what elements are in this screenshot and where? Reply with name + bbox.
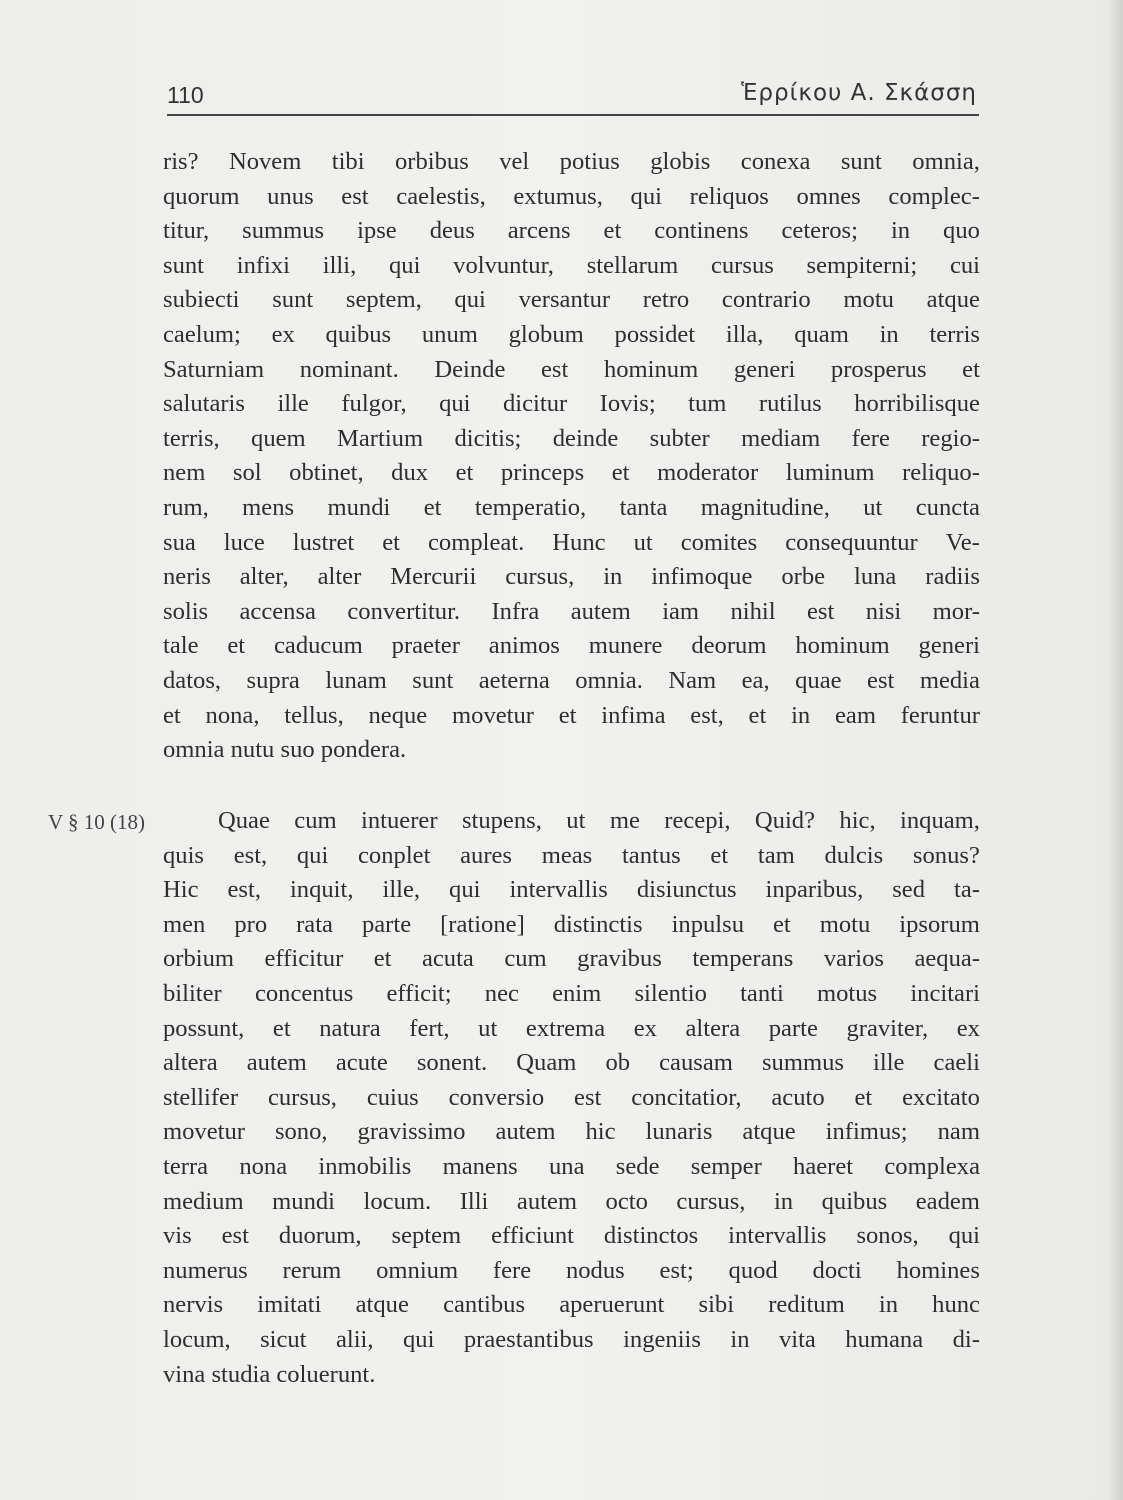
text-line: locum, sicut alii, qui praestantibus ingeniis in vita humana di- <box>163 1325 980 1353</box>
text-line: subiecti sunt septem, qui versantur retro contrario motu atque <box>163 286 980 314</box>
text-line: quorum unus est caelestis, extumus, qui reliquos omnes complec- <box>163 182 980 210</box>
text-line: orbium efficitur et acuta cum gravibus temperans varios aequa- <box>163 945 980 973</box>
text-line: nervis imitati atque cantibus aperuerunt sibi reditum in hunc <box>163 1291 980 1319</box>
page-number: 110 <box>167 82 204 108</box>
text-line: medium mundi locum. Illi autem octo cursus, in quibus eadem <box>163 1187 980 1215</box>
text-line: solis accensa convertitur. Infra autem iam nihil est nisi mor- <box>163 597 980 625</box>
text-line: movetur sono, gravissimo autem hic lunaris atque infimus; nam <box>163 1118 980 1146</box>
text-line: sua luce lustret et compleat. Hunc ut comites consequuntur Ve- <box>163 528 980 556</box>
page-header <box>167 78 979 116</box>
text-line: sunt infixi illi, qui volvuntur, stellarum cursus sempiterni; cui <box>163 251 980 279</box>
text-line: omnia nutu suo pondera. <box>163 736 407 764</box>
text-line: rum, mens mundi et temperatio, tanta magnitudine, ut cuncta <box>163 493 980 521</box>
text-line: datos, supra lunam sunt aeterna omnia. Nam ea, quae est media <box>163 666 980 694</box>
text-line: quis est, qui conplet aures meas tantus et tam dulcis sonus? <box>163 841 980 869</box>
text-line: nem sol obtinet, dux et princeps et moderator luminum reliquo- <box>163 459 980 487</box>
text-line: men pro rata parte [ratione] distinctis inpulsu et motu ipsorum <box>163 910 980 938</box>
text-line: terris, quem Martium dicitis; deinde subter mediam fere regio- <box>163 424 980 452</box>
text-line: ris? Novem tibi orbibus vel potius globis conexa sunt omnia, <box>163 148 980 175</box>
text-line: numerus rerum omnium fere nodus est; quod docti homines <box>163 1256 980 1284</box>
text-line: salutaris ille fulgor, qui dicitur Iovis; tum rutilus horribilisque <box>163 390 980 418</box>
text-line: terra nona inmobilis manens una sede semper haeret complexa <box>163 1152 980 1180</box>
text-line: titur, summus ipse deus arcens et continens ceteros; in quo <box>163 217 980 245</box>
text-line: altera autem acute sonent. Quam ob causam summus ille caeli <box>163 1049 980 1077</box>
paragraph-2 <box>163 804 980 1392</box>
text-line: Hic est, inquit, ille, qui intervallis disiunctus inparibus, sed ta- <box>163 876 980 904</box>
text-line: et nona, tellus, neque movetur et infima est, et in eam feruntur <box>163 701 980 729</box>
margin-note: V § 10 (18) <box>48 810 146 834</box>
text-line: vina studia coluerunt. <box>163 1360 376 1388</box>
text-line: vis est duorum, septem efficiunt distinctos intervallis sonos, qui <box>163 1222 980 1250</box>
text-line: biliter concentus efficit; nec enim silentio tanti motus incitari <box>163 979 980 1007</box>
text-line: possunt, et natura fert, ut extrema ex altera parte graviter, ex <box>163 1014 980 1042</box>
text-line: Quae cum intuerer stupens, ut me recepi, Quid? hic, inquam, <box>218 807 980 834</box>
page-edge <box>1109 0 1123 1500</box>
running-head: Ἑρρίκου Α. Σκάσση <box>741 80 977 106</box>
text-line: neris alter, alter Mercurii cursus, in infimoque orbe luna radiis <box>163 563 980 591</box>
text-line: tale et caducum praeter animos munere deorum hominum generi <box>163 632 980 660</box>
paragraph-1 <box>163 145 980 768</box>
text-line: caelum; ex quibus unum globum possidet illa, quam in terris <box>163 320 980 348</box>
text-line: Saturniam nominant. Deinde est hominum generi prosperus et <box>163 355 980 383</box>
text-line: stellifer cursus, cuius conversio est concitatior, acuto et excitato <box>163 1083 980 1111</box>
